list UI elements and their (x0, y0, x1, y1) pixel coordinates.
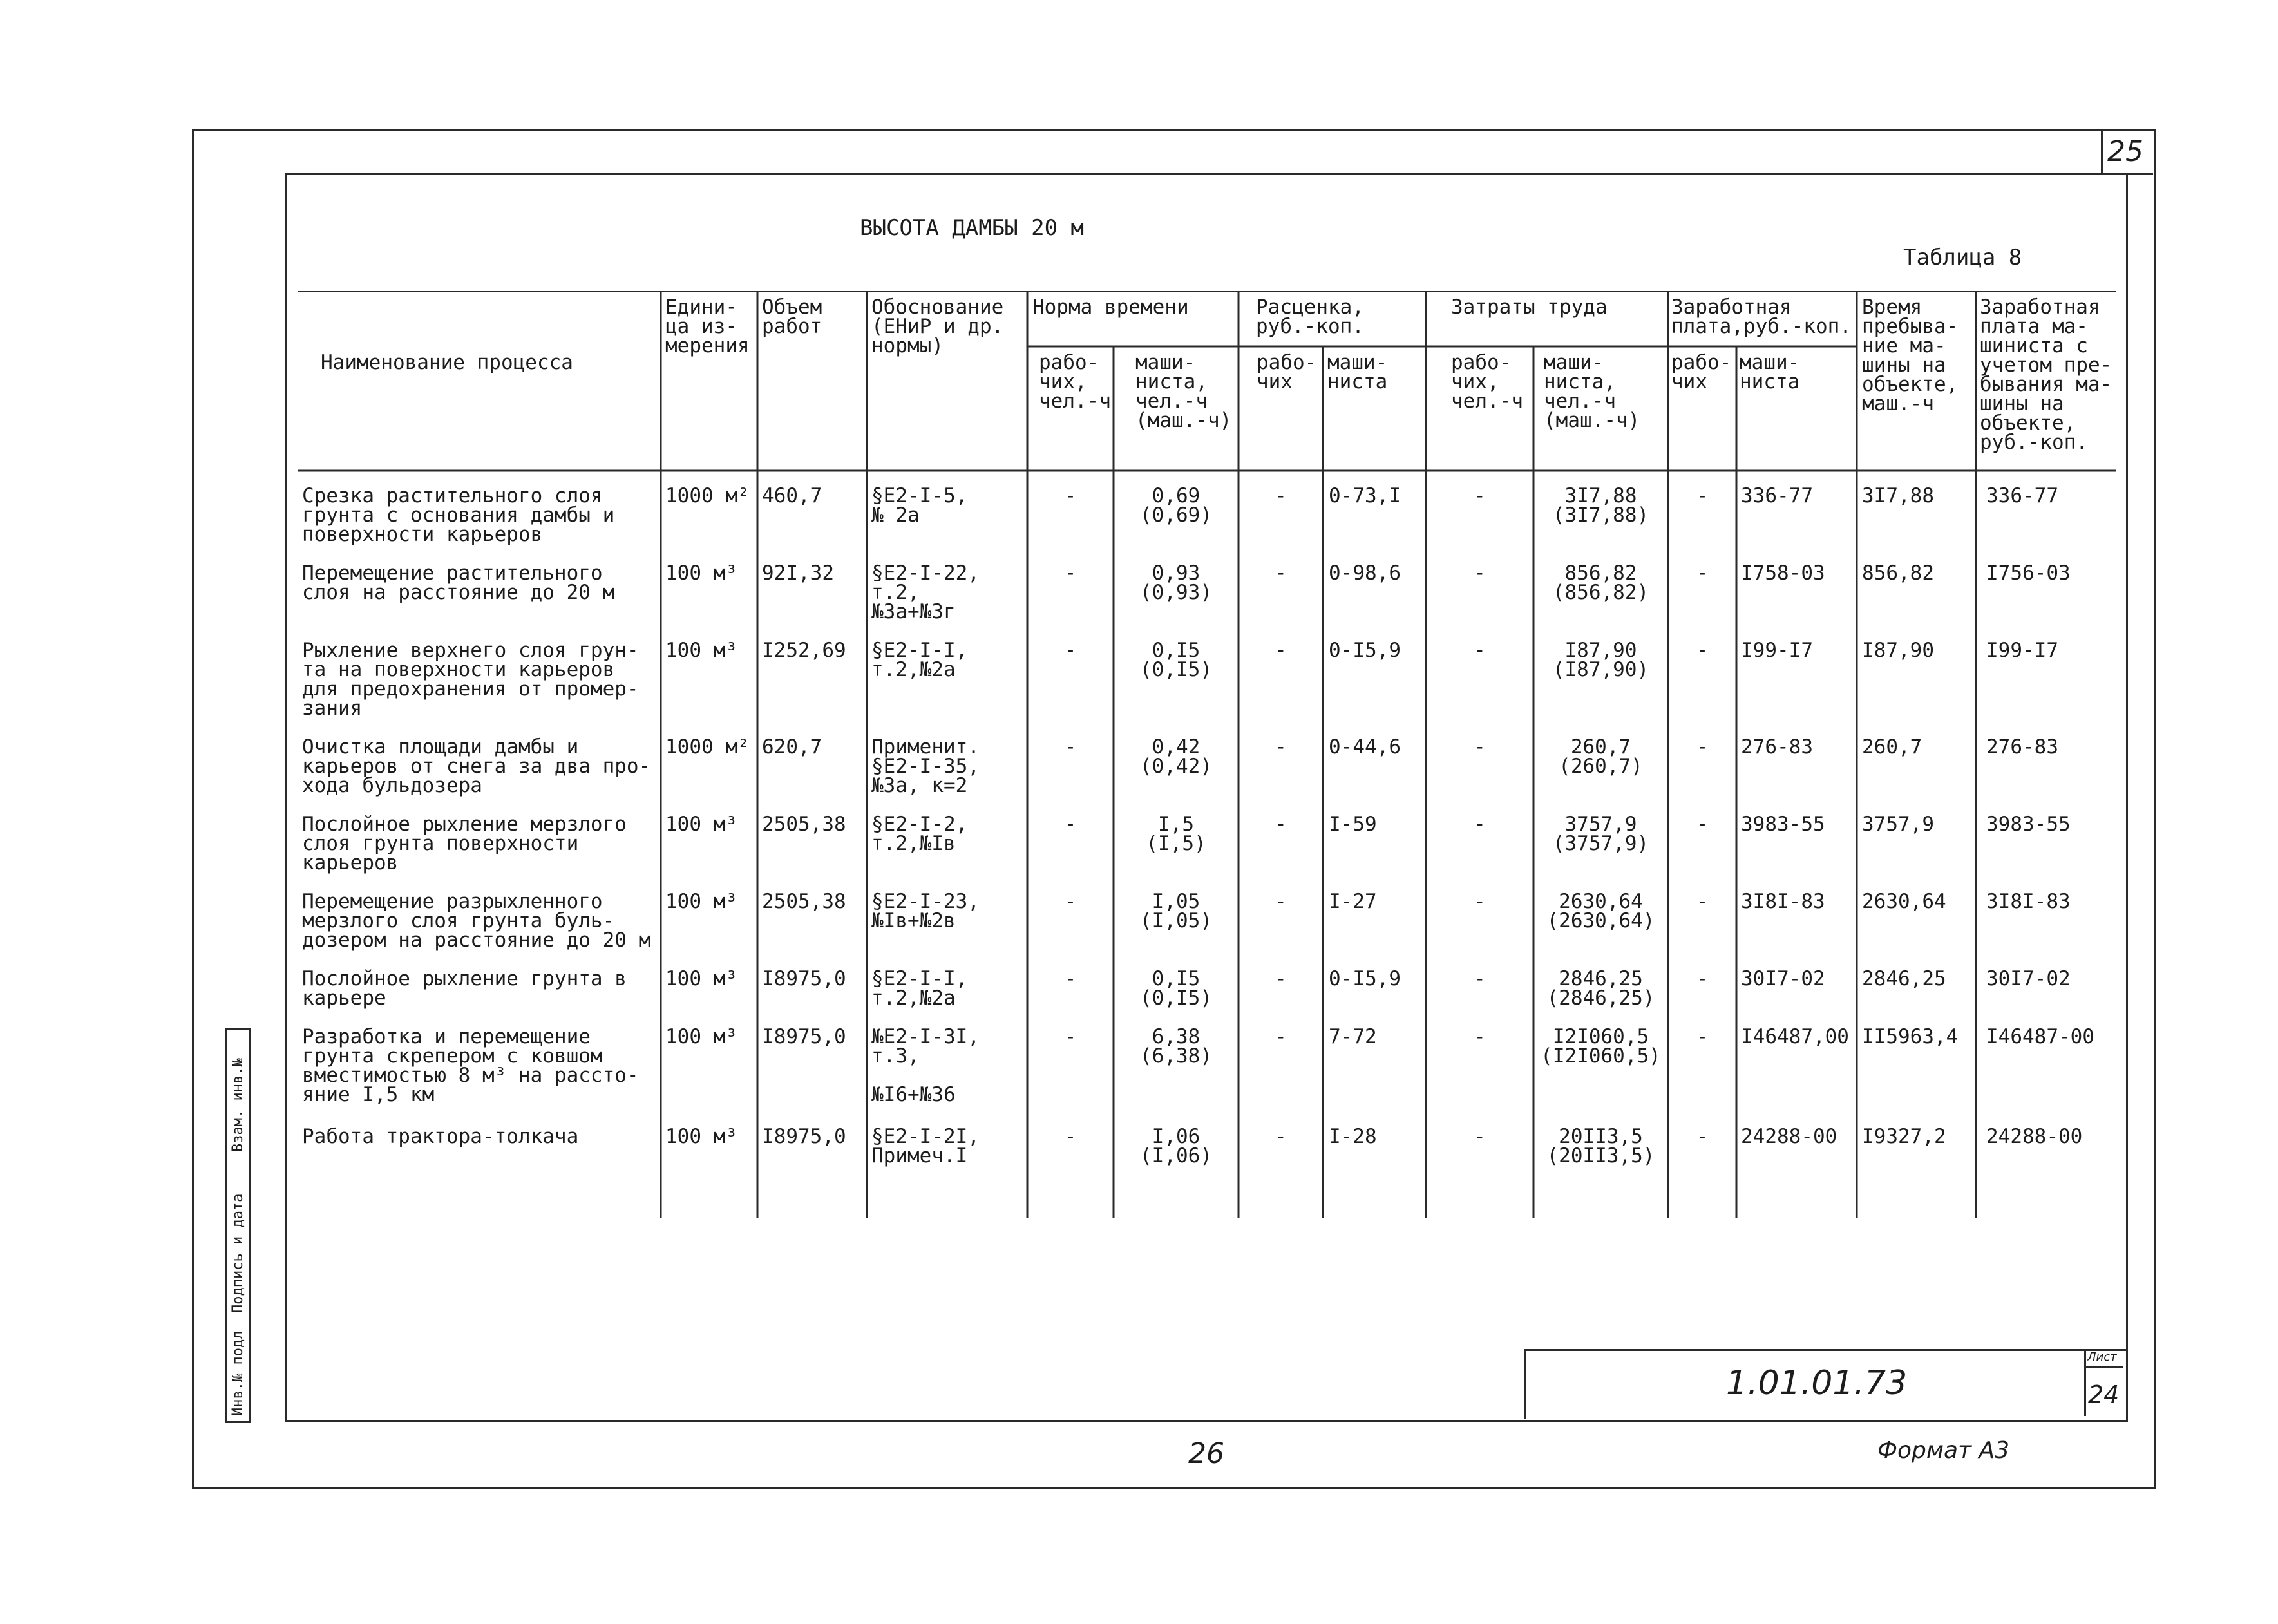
row-stay-time: 3I7,88 (1862, 484, 1934, 507)
row-basis: §Е2-I-2I, Примеч.I (871, 1125, 980, 1167)
row-volume: I8975,0 (762, 967, 846, 990)
header-wage-workers: рабо- чих (1671, 351, 1732, 393)
sheet-label: Лист (2087, 1350, 2117, 1364)
table-label: Таблица 8 (1903, 245, 2022, 270)
row-labor-workers: - (1474, 639, 1486, 662)
row-rate-workers: - (1275, 562, 1287, 585)
row-wage-stay: 3983-55 (1986, 813, 2071, 836)
row-unit: 100 м³ (665, 813, 737, 836)
row-labor-workers: - (1474, 813, 1486, 836)
header-wage-group: Заработная плата,руб.-коп. (1671, 296, 1852, 338)
header-unit: Едини- ца из- мерения (665, 296, 750, 357)
header-labor-workers: рабо- чих, чел.-ч (1451, 351, 1523, 413)
row-wage-machinist: 336-77 (1741, 484, 1813, 507)
row-wage-stay: 30I7-02 (1986, 967, 2071, 990)
header-labor-group: Затраты труда (1451, 296, 1608, 319)
row-rate-workers: - (1275, 890, 1287, 913)
row-basis: §Е2-I-23, №Iв+№2в (871, 890, 980, 932)
row-norm-machinist: 0,42 (0,42) (1140, 735, 1212, 778)
header-rate-workers: рабо- чих (1257, 351, 1317, 393)
row-labor-workers: - (1474, 967, 1486, 990)
row-volume: 620,7 (762, 735, 822, 759)
row-norm-workers: - (1064, 1025, 1077, 1048)
row-labor-machinist: 20II3,5 (20II3,5) (1546, 1125, 1655, 1167)
row-wage-stay: 276-83 (1986, 735, 2058, 759)
row-rate-machinist: 0-I5,9 (1329, 639, 1401, 662)
row-name: Рыхление верхнего слоя грун- та на поверхности карьеров для предохранения от промер- зания (302, 639, 639, 720)
row-name: Перемещение разрыхленного мерзлого слоя грунта буль- дозером на расстояние до 20 м (302, 890, 651, 952)
row-volume: 2505,38 (762, 890, 846, 913)
row-norm-machinist: 6,38 (6,38) (1140, 1025, 1212, 1068)
row-labor-workers: - (1474, 890, 1486, 913)
row-rate-machinist: 7-72 (1329, 1025, 1377, 1048)
row-norm-workers: - (1064, 890, 1077, 913)
row-volume: 2505,38 (762, 813, 846, 836)
row-rate-workers: - (1275, 967, 1287, 990)
norms-table (298, 291, 2116, 1218)
row-norm-machinist: I,06 (I,06) (1140, 1125, 1212, 1167)
row-unit: 100 м³ (665, 562, 737, 585)
document-code: 1.01.01.73 (1726, 1364, 1908, 1402)
row-basis: §Е2-I-I, т.2,№2а (871, 967, 968, 1010)
row-rate-workers: - (1275, 1125, 1287, 1148)
row-basis: §Е2-I-I, т.2,№2а (871, 639, 968, 681)
row-rate-workers: - (1275, 639, 1287, 662)
row-labor-machinist: I2I060,5 (I2I060,5) (1541, 1025, 1661, 1068)
row-wage-workers: - (1696, 1125, 1709, 1148)
row-name: Разработка и перемещение грунта скрепером с ковшом вместимостью 8 м³ на рассто- яние I,5 км (302, 1025, 639, 1106)
header-volume: Объем работ (762, 296, 822, 338)
row-labor-machinist: I87,90 (I87,90) (1552, 639, 1649, 681)
row-stay-time: 3757,9 (1862, 813, 1934, 836)
row-name: Очистка площади дамбы и карьеров от снега за два про- хода бульдозера (302, 735, 651, 797)
row-labor-machinist: 856,82 (856,82) (1552, 562, 1649, 604)
row-rate-workers: - (1275, 735, 1287, 759)
header-name: Наименование процесса (321, 351, 573, 374)
row-stay-time: 2846,25 (1862, 967, 1946, 990)
row-wage-workers: - (1696, 484, 1709, 507)
header-stay-time: Время пребыва- ние ма- шины на объекте, маш.-ч (1862, 296, 1959, 415)
header-rate-group: Расценка, руб.-коп. (1256, 296, 1364, 338)
header-basis: Обоснование (ЕНиР и др. нормы) (871, 296, 1004, 357)
row-norm-workers: - (1064, 813, 1077, 836)
row-stay-time: II5963,4 (1862, 1025, 1959, 1048)
row-labor-workers: - (1474, 484, 1486, 507)
header-norm-workers: рабо- чих, чел.-ч (1039, 351, 1111, 413)
row-unit: 100 м³ (665, 639, 737, 662)
header-wage-stay: Заработная плата ма- шиниста с учетом пре- бывания ма- шины на объекте, руб.-коп. (1980, 296, 2112, 454)
row-norm-workers: - (1064, 484, 1077, 507)
sheet-divider (2084, 1366, 2123, 1368)
row-unit: 100 м³ (665, 890, 737, 913)
footer-page-number: 26 (1188, 1437, 1224, 1470)
row-rate-machinist: 0-I5,9 (1329, 967, 1401, 990)
row-rate-workers: - (1275, 813, 1287, 836)
row-wage-workers: - (1696, 735, 1709, 759)
row-wage-workers: - (1696, 639, 1709, 662)
row-unit: 1000 м² (665, 484, 750, 507)
sidebar-inv-label: Инв.№ подл (230, 1330, 246, 1416)
row-labor-workers: - (1474, 735, 1486, 759)
row-wage-machinist: 3983-55 (1741, 813, 1825, 836)
row-labor-machinist: 260,7 (260,7) (1559, 735, 1643, 778)
header-norm-machinist: маши- ниста, чел.-ч (маш.-ч) (1135, 351, 1232, 432)
sheet-number: 24 (2088, 1381, 2120, 1409)
row-wage-machinist: 3I8I-83 (1741, 890, 1825, 913)
header-wage-machinist: маши- ниста (1740, 351, 1800, 393)
document-title: ВЫСОТА ДАМБЫ 20 м (860, 215, 1084, 241)
row-stay-time: 856,82 (1862, 562, 1934, 585)
sidebar-swap-label: Взам. инв.№ (230, 1058, 246, 1152)
row-wage-machinist: I758-03 (1741, 562, 1825, 585)
row-wage-workers: - (1696, 967, 1709, 990)
row-norm-workers: - (1064, 1125, 1077, 1148)
row-wage-stay: 336-77 (1986, 484, 2058, 507)
row-norm-machinist: 0,69 (0,69) (1140, 484, 1212, 527)
row-name: Срезка растительного слоя грунта с основания дамбы и поверхности карьеров (302, 484, 615, 546)
row-wage-workers: - (1696, 890, 1709, 913)
row-wage-workers: - (1696, 1025, 1709, 1048)
row-unit: 100 м³ (665, 967, 737, 990)
row-stay-time: I87,90 (1862, 639, 1934, 662)
row-name: Послойное рыхление мерзлого слоя грунта поверхности карьеров (302, 813, 627, 874)
row-rate-machinist: 0-73,I (1329, 484, 1401, 507)
row-rate-machinist: I-28 (1329, 1125, 1377, 1148)
row-norm-machinist: I,5 (I,5) (1146, 813, 1206, 855)
row-stay-time: 260,7 (1862, 735, 1922, 759)
row-labor-workers: - (1474, 1125, 1486, 1148)
row-unit: 1000 м² (665, 735, 750, 759)
row-norm-machinist: 0,93 (0,93) (1140, 562, 1212, 604)
row-basis: §Е2-I-5, № 2а (871, 484, 968, 527)
row-wage-machinist: 24288-00 (1741, 1125, 1837, 1148)
row-norm-machinist: I,05 (I,05) (1140, 890, 1212, 932)
row-norm-workers: - (1064, 639, 1077, 662)
sidebar-stamp (225, 1028, 251, 1423)
row-norm-machinist: 0,I5 (0,I5) (1140, 967, 1212, 1010)
row-volume: 92I,32 (762, 562, 834, 585)
row-stay-time: 2630,64 (1862, 890, 1946, 913)
row-wage-machinist: 276-83 (1741, 735, 1813, 759)
row-name: Послойное рыхление грунта в карьере (302, 967, 627, 1010)
row-wage-stay: 24288-00 (1986, 1125, 2083, 1148)
row-basis: §Е2-I-2, т.2,№Iв (871, 813, 968, 855)
row-basis: Применит. §Е2-I-35, №3а, к=2 (871, 735, 980, 797)
row-wage-stay: I756-03 (1986, 562, 2071, 585)
row-wage-machinist: I99-I7 (1741, 639, 1813, 662)
row-norm-workers: - (1064, 735, 1077, 759)
row-wage-machinist: 30I7-02 (1741, 967, 1825, 990)
header-norm-group: Норма времени (1032, 296, 1189, 319)
row-wage-workers: - (1696, 813, 1709, 836)
row-labor-workers: - (1474, 562, 1486, 585)
row-stay-time: I9327,2 (1862, 1125, 1946, 1148)
row-name: Работа трактора-толкача (302, 1125, 579, 1148)
row-volume: I252,69 (762, 639, 846, 662)
row-volume: I8975,0 (762, 1025, 846, 1048)
row-rate-machinist: I-59 (1329, 813, 1377, 836)
row-rate-workers: - (1275, 1025, 1287, 1048)
page-number: 25 (2107, 135, 2143, 168)
row-rate-machinist: 0-44,6 (1329, 735, 1401, 759)
row-labor-machinist: 2846,25 (2846,25) (1546, 967, 1655, 1010)
row-wage-stay: I46487-00 (1986, 1025, 2094, 1048)
row-wage-stay: 3I8I-83 (1986, 890, 2071, 913)
row-wage-stay: I99-I7 (1986, 639, 2058, 662)
row-labor-machinist: 3757,9 (3757,9) (1552, 813, 1649, 855)
sidebar-sign-label: Подпись и дата (230, 1193, 246, 1313)
row-basis: §Е2-I-22, т.2, №3а+№3г (871, 562, 980, 623)
row-rate-machinist: I-27 (1329, 890, 1377, 913)
row-norm-workers: - (1064, 967, 1077, 990)
row-unit: 100 м³ (665, 1125, 737, 1148)
row-name: Перемещение растительного слоя на расстояние до 20 м (302, 562, 615, 604)
row-norm-machinist: 0,I5 (0,I5) (1140, 639, 1212, 681)
header-rate-machinist: маши- ниста (1327, 351, 1388, 393)
row-rate-machinist: 0-98,6 (1329, 562, 1401, 585)
row-labor-machinist: 3I7,88 (3I7,88) (1552, 484, 1649, 527)
header-labor-machinist: маши- ниста, чел.-ч (маш.-ч) (1544, 351, 1640, 432)
paper-format: Формат А3 (1877, 1437, 2010, 1464)
row-basis: №Е2-I-3I, т.3, №I6+№36 (871, 1025, 980, 1106)
row-volume: 460,7 (762, 484, 822, 507)
row-rate-workers: - (1275, 484, 1287, 507)
row-norm-workers: - (1064, 562, 1077, 585)
row-volume: I8975,0 (762, 1125, 846, 1148)
row-labor-machinist: 2630,64 (2630,64) (1546, 890, 1655, 932)
row-unit: 100 м³ (665, 1025, 737, 1048)
row-labor-workers: - (1474, 1025, 1486, 1048)
row-wage-workers: - (1696, 562, 1709, 585)
row-wage-machinist: I46487,00 (1741, 1025, 1849, 1048)
